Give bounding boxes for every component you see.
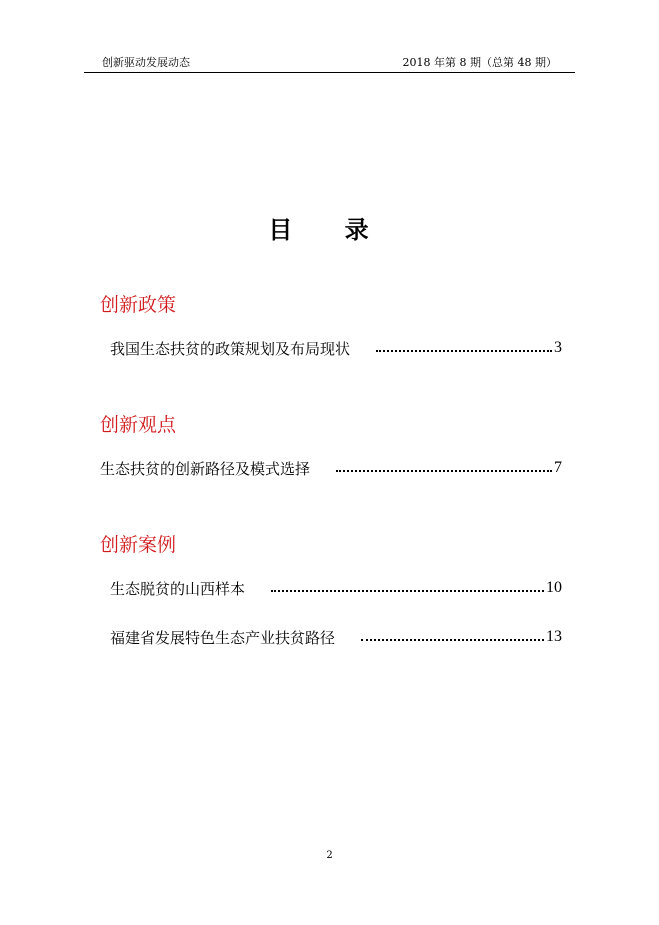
toc-entry-page: 10: [546, 579, 562, 596]
dot-leader: [361, 627, 544, 647]
toc-entry[interactable]: [100, 458, 562, 478]
toc-entry-page: 13: [546, 628, 562, 645]
section-heading-policy: 创新政策: [100, 294, 177, 316]
dot-leader: [376, 338, 552, 358]
header-issue-info: 2018 年第 8 期（总第 48 期）: [402, 56, 557, 69]
toc-title: 目 录: [268, 215, 391, 244]
toc-entry[interactable]: [110, 578, 562, 598]
section-heading-cases: 创新案例: [100, 534, 177, 556]
dot-leader: [271, 578, 544, 598]
header-divider: [84, 72, 575, 73]
header-publication-name: 创新驱动发展动态: [102, 56, 190, 69]
dot-leader: [336, 458, 552, 478]
toc-entry-title[interactable]: 福建省发展特色生态产业扶贫路径: [110, 628, 336, 647]
toc-entry[interactable]: [110, 338, 562, 358]
section-heading-viewpoint: 创新观点: [100, 414, 177, 436]
toc-entry-page: 7: [554, 459, 562, 476]
toc-entry-title[interactable]: 生态扶贫的创新路径及模式选择: [100, 459, 311, 478]
toc-entry[interactable]: [110, 627, 562, 647]
page-number: 2: [326, 850, 333, 861]
page-header: [84, 52, 575, 72]
toc-entry-title[interactable]: 生态脱贫的山西样本: [110, 579, 246, 598]
toc-entry-title[interactable]: 我国生态扶贫的政策规划及布局现状: [110, 339, 351, 358]
toc-entry-page: 3: [554, 339, 562, 356]
